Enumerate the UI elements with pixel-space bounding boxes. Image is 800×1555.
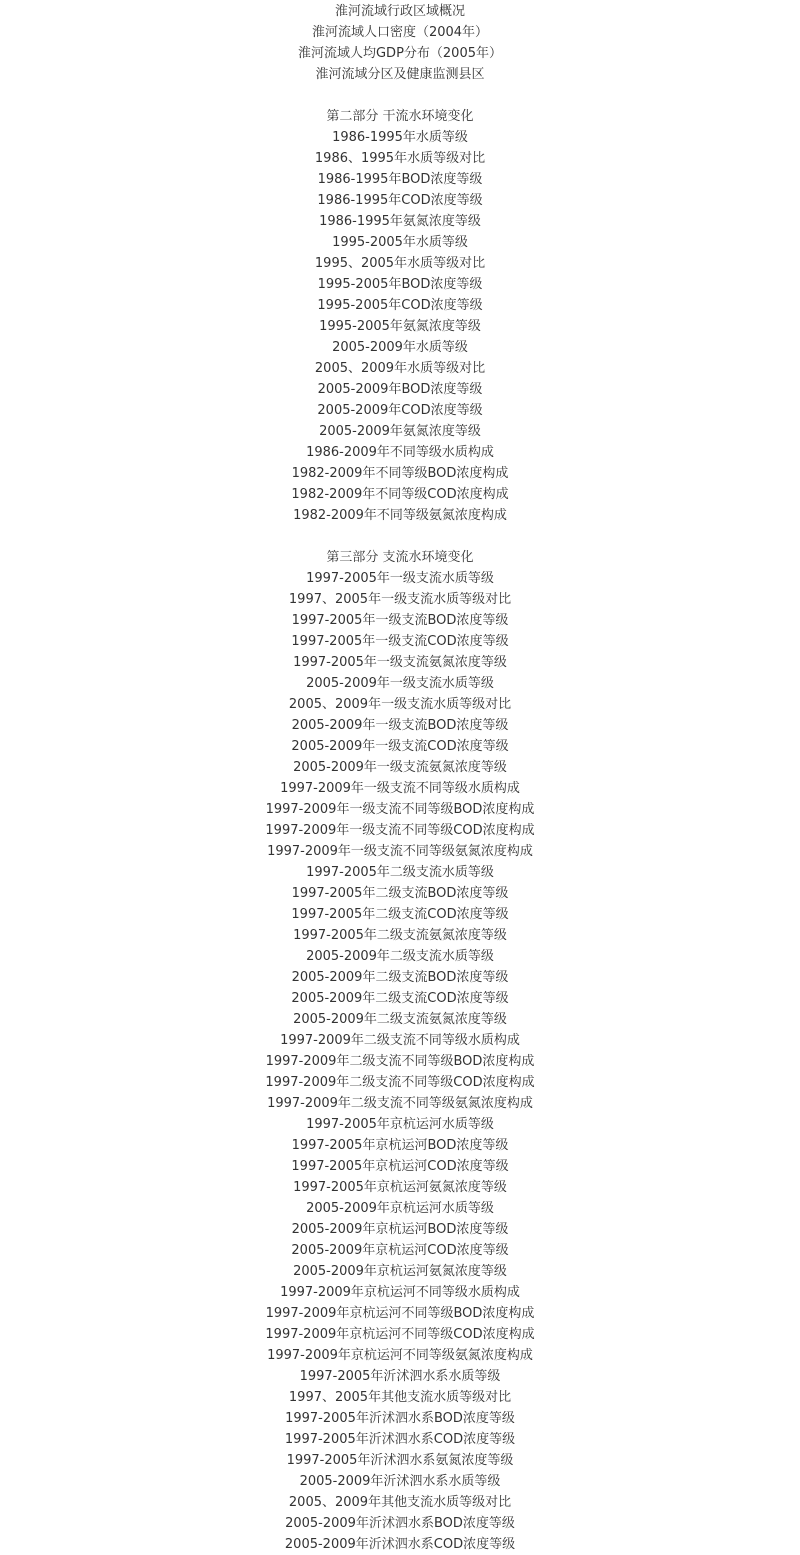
toc-item[interactable]: 1997-2005年一级支流BOD浓度等级 — [291, 613, 509, 628]
toc-item[interactable]: 1997-2009年二级支流不同等级水质构成 — [280, 1033, 520, 1048]
toc-item[interactable]: 2005-2009年一级支流BOD浓度等级 — [291, 718, 509, 733]
toc-item[interactable]: 1995-2005年水质等级 — [332, 235, 468, 250]
toc-item[interactable]: 1986-1995年COD浓度等级 — [317, 193, 483, 208]
section-heading: 第三部分 支流水环境变化 — [326, 550, 474, 565]
toc-item[interactable]: 1997-2005年京杭运河水质等级 — [306, 1117, 494, 1132]
toc-item[interactable]: 2005-2009年氨氮浓度等级 — [319, 424, 481, 439]
section-heading: 第二部分 干流水环境变化 — [326, 109, 474, 124]
toc-item[interactable]: 1995-2005年氨氮浓度等级 — [319, 319, 481, 334]
toc-item[interactable]: 淮河流域人均GDP分布（2005年） — [297, 46, 502, 61]
toc-item[interactable]: 1986-1995年水质等级 — [332, 130, 468, 145]
toc-item[interactable]: 1986-1995年BOD浓度等级 — [317, 172, 483, 187]
toc-item[interactable]: 1997-2005年一级支流氨氮浓度等级 — [293, 655, 507, 670]
toc-item[interactable]: 淮河流域行政区域概况 — [334, 4, 465, 19]
section-spacer — [0, 526, 800, 547]
toc-item[interactable]: 2005-2009年沂沭泗水系BOD浓度等级 — [285, 1516, 515, 1531]
toc-item[interactable]: 2005-2009年COD浓度等级 — [317, 403, 483, 418]
toc-item[interactable]: 1997-2009年二级支流不同等级COD浓度构成 — [265, 1075, 535, 1090]
toc-item[interactable]: 1997-2009年京杭运河不同等级COD浓度构成 — [265, 1327, 535, 1342]
toc-item[interactable]: 1997-2005年沂沭泗水系COD浓度等级 — [284, 1432, 516, 1447]
toc-item[interactable]: 2005、2009年一级支流水质等级对比 — [288, 697, 512, 712]
section-spacer — [0, 85, 800, 106]
toc-item[interactable]: 1986-1995年氨氮浓度等级 — [319, 214, 481, 229]
toc-item[interactable]: 2005-2009年水质等级 — [332, 340, 468, 355]
toc-item[interactable]: 1986、1995年水质等级对比 — [314, 151, 486, 166]
table-of-contents — [0, 1, 800, 1555]
toc-item[interactable]: 2005-2009年BOD浓度等级 — [317, 382, 483, 397]
toc-item[interactable]: 1997-2005年沂沭泗水系BOD浓度等级 — [285, 1411, 515, 1426]
toc-item[interactable]: 1997-2005年京杭运河COD浓度等级 — [291, 1159, 509, 1174]
toc-item[interactable]: 1982-2009年不同等级COD浓度构成 — [291, 487, 509, 502]
toc-item[interactable]: 1997-2009年二级支流不同等级氨氮浓度构成 — [267, 1096, 533, 1111]
toc-item[interactable]: 2005-2009年二级支流COD浓度等级 — [291, 991, 509, 1006]
toc-item[interactable]: 1997-2009年一级支流不同等级BOD浓度构成 — [265, 802, 535, 817]
toc-item[interactable]: 2005-2009年沂沭泗水系水质等级 — [299, 1474, 501, 1489]
toc-item[interactable]: 1997-2005年沂沭泗水系氨氮浓度等级 — [286, 1453, 514, 1468]
toc-item[interactable]: 1997-2009年京杭运河不同等级BOD浓度构成 — [265, 1306, 535, 1321]
toc-item[interactable]: 1997-2005年二级支流水质等级 — [306, 865, 494, 880]
toc-item[interactable]: 1997-2005年二级支流BOD浓度等级 — [291, 886, 509, 901]
toc-item[interactable]: 1997-2005年二级支流COD浓度等级 — [291, 907, 509, 922]
toc-item[interactable]: 1997、2005年一级支流水质等级对比 — [288, 592, 512, 607]
toc-item[interactable]: 1995、2005年水质等级对比 — [314, 256, 486, 271]
toc-item[interactable]: 1997-2009年一级支流不同等级COD浓度构成 — [265, 823, 535, 838]
toc-item[interactable]: 2005-2009年一级支流COD浓度等级 — [291, 739, 509, 754]
toc-item[interactable]: 2005-2009年京杭运河BOD浓度等级 — [291, 1222, 509, 1237]
toc-item[interactable]: 1997-2009年一级支流不同等级水质构成 — [280, 781, 520, 796]
toc-item[interactable]: 2005-2009年京杭运河COD浓度等级 — [291, 1243, 509, 1258]
toc-item[interactable]: 2005-2009年二级支流氨氮浓度等级 — [293, 1012, 507, 1027]
toc-item[interactable]: 2005-2009年沂沭泗水系COD浓度等级 — [284, 1537, 516, 1552]
toc-item[interactable]: 1997-2005年京杭运河氨氮浓度等级 — [293, 1180, 507, 1195]
toc-item[interactable]: 1997-2005年一级支流COD浓度等级 — [291, 634, 509, 649]
toc-item[interactable]: 2005-2009年京杭运河氨氮浓度等级 — [293, 1264, 507, 1279]
toc-item[interactable]: 2005、2009年水质等级对比 — [314, 361, 486, 376]
toc-item[interactable]: 1997-2005年二级支流氨氮浓度等级 — [293, 928, 507, 943]
toc-item[interactable]: 1997-2009年二级支流不同等级BOD浓度构成 — [265, 1054, 535, 1069]
toc-item[interactable]: 1982-2009年不同等级氨氮浓度构成 — [293, 508, 507, 523]
toc-item[interactable]: 1995-2005年BOD浓度等级 — [317, 277, 483, 292]
toc-item[interactable]: 1997-2005年一级支流水质等级 — [306, 571, 494, 586]
toc-item[interactable]: 淮河流域分区及健康监测县区 — [315, 67, 485, 82]
toc-item[interactable]: 2005-2009年一级支流水质等级 — [306, 676, 494, 691]
toc-item[interactable]: 1995-2005年COD浓度等级 — [317, 298, 483, 313]
toc-item[interactable]: 1997-2009年一级支流不同等级氨氮浓度构成 — [267, 844, 533, 859]
toc-item[interactable]: 2005-2009年二级支流BOD浓度等级 — [291, 970, 509, 985]
toc-item[interactable]: 2005-2009年京杭运河水质等级 — [306, 1201, 494, 1216]
toc-item[interactable]: 2005、2009年其他支流水质等级对比 — [288, 1495, 512, 1510]
toc-item[interactable]: 1997-2005年京杭运河BOD浓度等级 — [291, 1138, 509, 1153]
toc-item[interactable]: 1997-2009年京杭运河不同等级氨氮浓度构成 — [267, 1348, 533, 1363]
toc-item[interactable]: 1986-2009年不同等级水质构成 — [306, 445, 494, 460]
toc-item[interactable]: 1982-2009年不同等级BOD浓度构成 — [291, 466, 509, 481]
toc-item[interactable]: 2005-2009年二级支流水质等级 — [306, 949, 494, 964]
toc-item[interactable]: 淮河流域人口密度（2004年） — [311, 25, 489, 40]
toc-item[interactable]: 1997-2009年京杭运河不同等级水质构成 — [280, 1285, 520, 1300]
toc-item[interactable]: 1997-2005年沂沭泗水系水质等级 — [299, 1369, 501, 1384]
toc-item[interactable]: 2005-2009年一级支流氨氮浓度等级 — [293, 760, 507, 775]
toc-item[interactable]: 1997、2005年其他支流水质等级对比 — [288, 1390, 512, 1405]
